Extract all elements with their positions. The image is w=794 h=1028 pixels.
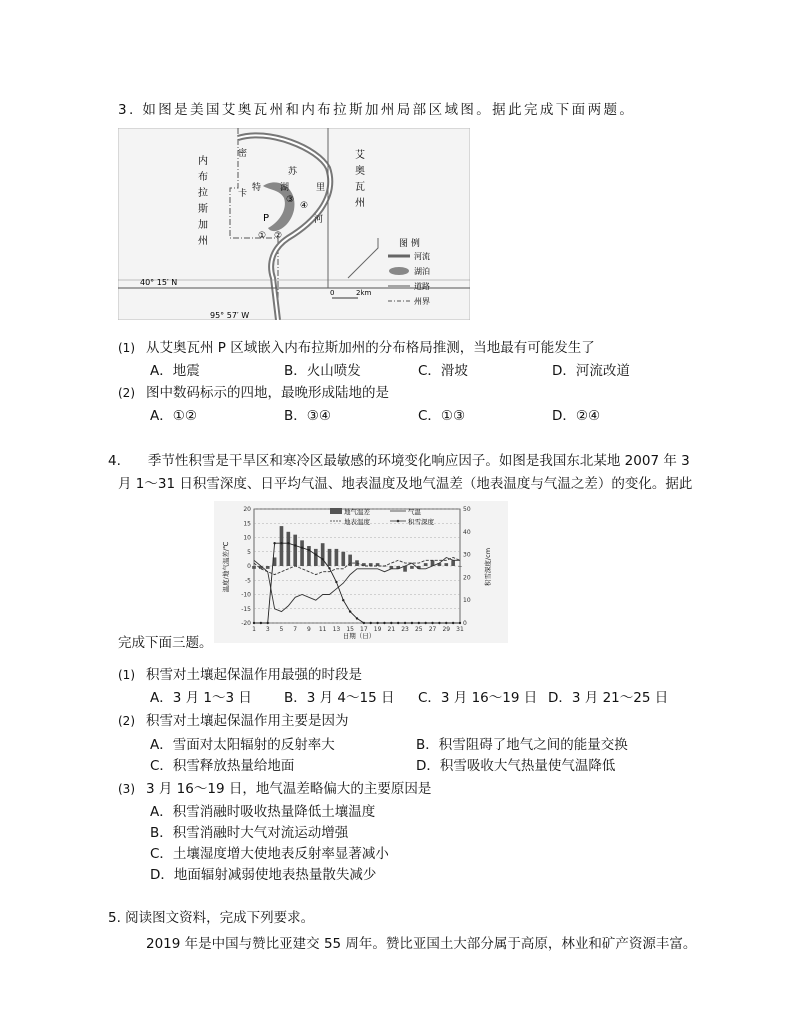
bar-diff bbox=[287, 532, 291, 566]
svg-text:拉: 拉 bbox=[198, 188, 208, 199]
legend-road: 道路 bbox=[414, 282, 430, 291]
point-snow-depth bbox=[390, 622, 392, 624]
svg-text:内: 内 bbox=[198, 156, 208, 167]
x-tick-label: 7 bbox=[293, 626, 298, 633]
q3-title: 3. 如图是美国艾奥瓦州和内布拉斯加州局部区域图。据此完成下面两题。 bbox=[118, 102, 636, 118]
point-snow-depth bbox=[253, 622, 255, 624]
legend-river: 河流 bbox=[414, 252, 430, 261]
y-tick-label: 10 bbox=[243, 534, 251, 542]
q5-text: 2019 年是中国与赞比亚建交 55 周年。赞比亚国土大部分属于高原，林业和矿产资源丰富。 bbox=[146, 936, 697, 952]
y2-tick-label: 10 bbox=[463, 597, 471, 605]
point-snow-depth bbox=[273, 542, 275, 544]
q4-sub3: (3) 3 月 16～19 日，地气温差略偏大的主要原因是 bbox=[118, 781, 432, 797]
legend-air: 气温 bbox=[408, 508, 421, 516]
bar-diff bbox=[444, 563, 448, 566]
option[interactable]: A．①② bbox=[150, 408, 197, 424]
point-snow-depth bbox=[349, 610, 351, 612]
option[interactable]: B．③④ bbox=[284, 408, 331, 424]
point-snow-depth bbox=[260, 622, 262, 624]
lon-label: 95° 57′ W bbox=[210, 311, 250, 320]
scale-km: 2km bbox=[356, 289, 372, 297]
option[interactable]: A．积雪消融时吸收热量降低土壤温度 bbox=[150, 804, 376, 820]
bar-diff bbox=[410, 566, 414, 569]
svg-text:瓦: 瓦 bbox=[355, 182, 365, 193]
option[interactable]: D．3 月 21～25 日 bbox=[548, 690, 669, 706]
y-tick-label: 0 bbox=[247, 563, 251, 570]
x-tick-label: 17 bbox=[360, 626, 368, 633]
y-tick-label: -15 bbox=[241, 605, 251, 613]
bar-diff bbox=[424, 563, 428, 566]
x-tick-label: 29 bbox=[442, 626, 451, 633]
x-tick-label: 25 bbox=[414, 626, 423, 633]
option[interactable]: C．积雪释放热量给地面 bbox=[150, 758, 295, 774]
point-snow-depth bbox=[294, 544, 296, 546]
y2-tick-label: 20 bbox=[463, 574, 471, 582]
point-snow-depth bbox=[328, 567, 330, 569]
point-snow-depth bbox=[301, 547, 303, 549]
legend-lake: 湖泊 bbox=[414, 267, 430, 276]
x-tick-label: 31 bbox=[456, 626, 464, 633]
option[interactable]: A．雪面对太阳辐射的反射率大 bbox=[150, 737, 335, 753]
bar-diff bbox=[341, 552, 345, 566]
q4-intro-line1: 4. 季节性积雪是干旱区和寒冷区最敏感的环境变化响应因子。如图是我国东北某地 2007 年 3 bbox=[108, 453, 690, 469]
option[interactable]: C．3 月 16～19 日 bbox=[418, 690, 538, 706]
y2-axis-label: 积雪深度/cm bbox=[484, 547, 492, 587]
svg-text:苏: 苏 bbox=[288, 167, 298, 177]
x-tick-label: 19 bbox=[373, 626, 382, 633]
x-axis-label: 日期（日） bbox=[342, 632, 376, 640]
point-snow-depth bbox=[356, 617, 358, 619]
q3-sub1: (1) 从艾奥瓦州 P 区域嵌入内布拉斯加州的分布格局推测，当地最有可能发生了 bbox=[118, 340, 595, 356]
point-snow-depth bbox=[363, 622, 365, 624]
svg-text:④: ④ bbox=[300, 201, 309, 211]
bar-diff bbox=[458, 566, 462, 567]
y2-tick-label: 40 bbox=[463, 528, 471, 536]
x-tick-label: 21 bbox=[387, 626, 396, 633]
x-tick-label: 15 bbox=[346, 626, 354, 633]
bar-diff bbox=[300, 540, 304, 566]
svg-text:卡: 卡 bbox=[238, 189, 248, 199]
bar-diff bbox=[280, 526, 284, 566]
svg-text:斯: 斯 bbox=[198, 204, 208, 215]
q4-sub1: (1) 积雪对土壤起保温作用最强的时段是 bbox=[118, 667, 362, 683]
svg-text:①: ① bbox=[258, 231, 267, 241]
svg-text:河: 河 bbox=[314, 215, 324, 225]
svg-text:布: 布 bbox=[198, 172, 208, 183]
bar-diff bbox=[321, 543, 325, 566]
svg-text:密: 密 bbox=[238, 149, 248, 159]
legend-snow: 积雪深度 bbox=[408, 518, 434, 526]
point-snow-depth bbox=[267, 622, 269, 624]
y2-tick-label: 30 bbox=[463, 551, 471, 559]
bar-diff bbox=[314, 549, 318, 566]
point-snow-depth bbox=[308, 549, 310, 551]
x-tick-label: 9 bbox=[307, 626, 311, 633]
y-tick-label: -10 bbox=[241, 591, 251, 599]
lat-label: 40° 15′ N bbox=[140, 278, 178, 287]
q3-sub2: (2) 图中数码标示的四地，最晚形成陆地的是 bbox=[118, 385, 389, 401]
point-snow-depth bbox=[280, 542, 282, 544]
x-tick-label: 1 bbox=[252, 626, 256, 633]
point-snow-depth bbox=[376, 622, 378, 624]
q4-chart bbox=[214, 501, 508, 643]
y-tick-label: 15 bbox=[243, 520, 251, 528]
point-snow-depth bbox=[335, 581, 337, 583]
q5-title: 5. 阅读图文资料，完成下列要求。 bbox=[108, 910, 315, 926]
option[interactable]: C．①③ bbox=[418, 408, 466, 424]
q4-intro-line2: 月 1～31 日积雪深度、日平均气温、地表温度及地气温差（地表温度与气温之差）的变化。据此 bbox=[118, 476, 693, 492]
bar-diff bbox=[293, 535, 297, 566]
point-snow-depth bbox=[370, 622, 372, 624]
x-tick-label: 27 bbox=[428, 626, 437, 633]
bar-diff bbox=[335, 549, 339, 566]
point-snow-depth bbox=[445, 622, 447, 624]
svg-text:湖: 湖 bbox=[280, 183, 290, 193]
point-snow-depth bbox=[431, 622, 433, 624]
option[interactable]: B．3 月 4～15 日 bbox=[284, 690, 395, 706]
option[interactable]: D．河流改道 bbox=[552, 363, 630, 379]
x-tick-label: 5 bbox=[279, 626, 284, 633]
x-tick-label: 23 bbox=[401, 626, 409, 633]
x-tick-label: 11 bbox=[318, 626, 327, 633]
point-snow-depth bbox=[418, 622, 420, 624]
y-tick-label: -5 bbox=[245, 577, 251, 585]
y-tick-label: -20 bbox=[241, 620, 251, 627]
option[interactable]: B．积雪阻碍了地气之间的能量交换 bbox=[416, 737, 628, 753]
svg-text:州: 州 bbox=[198, 236, 208, 247]
svg-text:加: 加 bbox=[198, 220, 208, 231]
svg-text:奥: 奥 bbox=[355, 166, 365, 177]
svg-text:③: ③ bbox=[286, 195, 295, 205]
option[interactable]: C．滑坡 bbox=[418, 363, 468, 379]
point-snow-depth bbox=[383, 622, 385, 624]
point-snow-depth bbox=[424, 622, 426, 624]
y2-tick-label: 0 bbox=[463, 620, 467, 627]
q4-intro-cont: 完成下面三题。 bbox=[118, 635, 213, 651]
q4-sub2: (2) 积雪对土壤起保温作用主要是因为 bbox=[118, 713, 349, 729]
p-label: P bbox=[263, 213, 270, 224]
bar-diff bbox=[266, 566, 270, 569]
option[interactable]: C．土壤湿度增大使地表反射率显著减小 bbox=[150, 846, 389, 862]
point-snow-depth bbox=[287, 542, 289, 544]
y-tick-label: 20 bbox=[243, 506, 251, 513]
point-snow-depth bbox=[342, 599, 344, 601]
option[interactable]: A．地震 bbox=[150, 363, 200, 379]
point-snow-depth bbox=[452, 622, 454, 624]
legend-diff: 地气温差 bbox=[344, 508, 370, 516]
svg-text:艾: 艾 bbox=[355, 150, 365, 161]
point-snow-depth bbox=[315, 553, 317, 555]
option[interactable]: D．积雪吸收大气热量使气温降低 bbox=[416, 758, 616, 774]
bar-diff bbox=[451, 560, 455, 566]
bar-diff bbox=[328, 549, 332, 566]
y2-tick-label: 50 bbox=[463, 506, 471, 513]
point-snow-depth bbox=[438, 622, 440, 624]
svg-text:州: 州 bbox=[355, 198, 365, 209]
point-snow-depth bbox=[404, 622, 406, 624]
option[interactable]: D．②④ bbox=[552, 408, 601, 424]
option[interactable]: D．地面辐射减弱使地表热量散失减少 bbox=[150, 867, 377, 883]
x-tick-label: 13 bbox=[332, 626, 341, 633]
y-axis-label: 温度/地气温差/℃ bbox=[222, 541, 230, 593]
point-snow-depth bbox=[321, 558, 323, 560]
point-snow-depth bbox=[411, 622, 413, 624]
point-snow-depth bbox=[459, 622, 461, 624]
scale-zero: 0 bbox=[330, 289, 335, 297]
svg-text:②: ② bbox=[274, 231, 283, 241]
svg-text:特: 特 bbox=[252, 183, 262, 193]
option[interactable]: A．3 月 1～3 日 bbox=[150, 690, 252, 706]
legend-border: 州界 bbox=[414, 297, 430, 306]
legend-surface: 地表温度 bbox=[344, 518, 370, 526]
q3-map bbox=[118, 128, 470, 320]
map-legend-title: 图 例 bbox=[399, 239, 420, 249]
bar-diff bbox=[252, 566, 256, 569]
x-tick-label: 3 bbox=[265, 626, 270, 633]
point-snow-depth bbox=[397, 622, 399, 624]
y-tick-label: 5 bbox=[247, 548, 251, 556]
option[interactable]: B．积雪消融时大气对流运动增强 bbox=[150, 825, 349, 841]
svg-text:里: 里 bbox=[316, 183, 326, 193]
option[interactable]: B．火山喷发 bbox=[284, 363, 361, 379]
